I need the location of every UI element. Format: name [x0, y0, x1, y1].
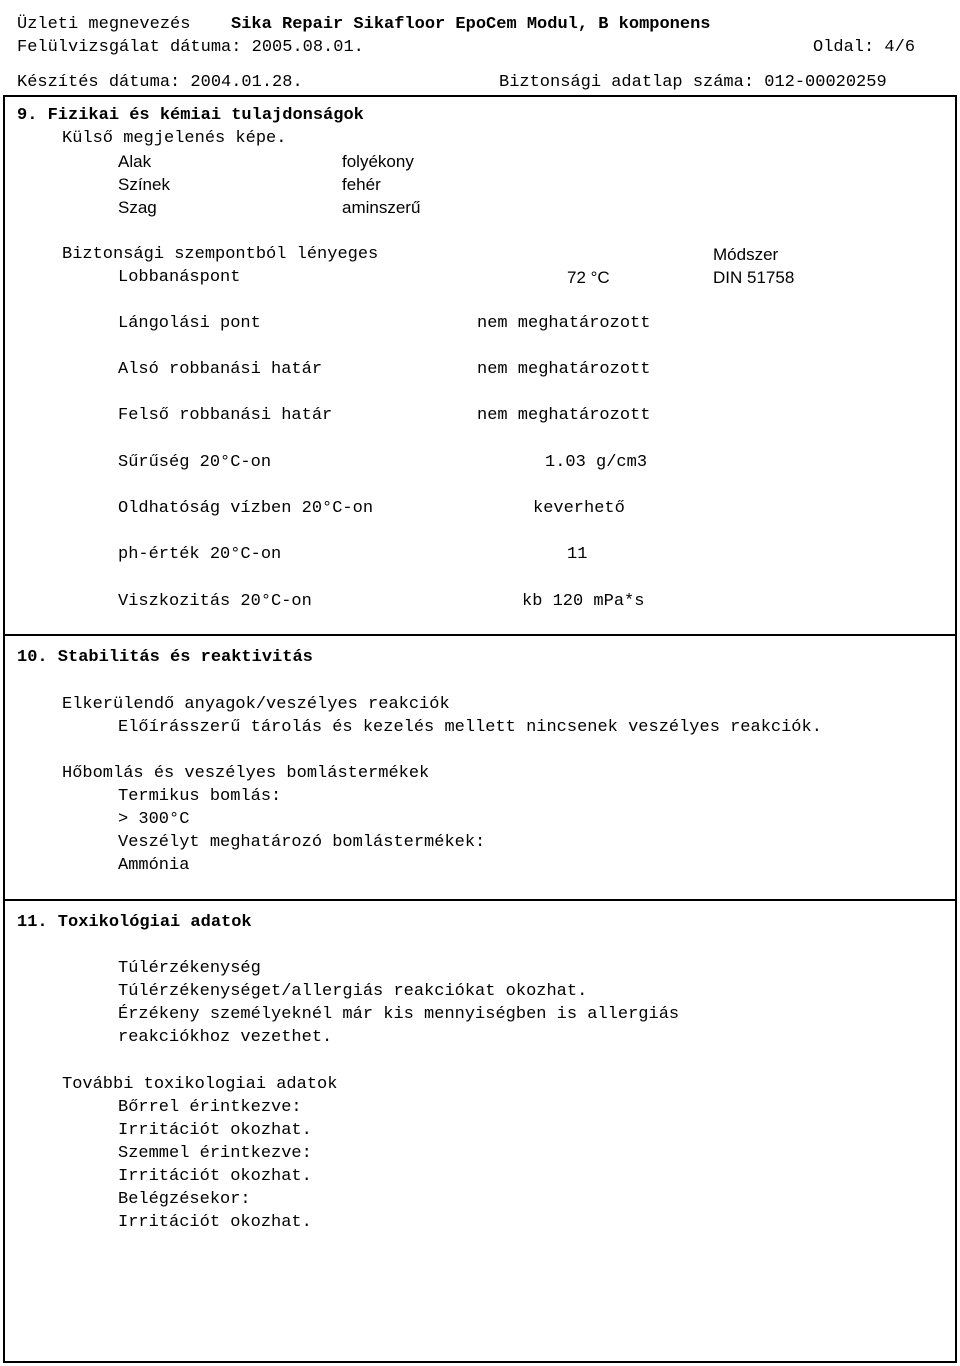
further-tox-line: Belégzésekor: — [118, 1190, 251, 1209]
flashpoint-label: Lobbanáspont — [118, 268, 241, 287]
property-label: Lángolási pont — [118, 314, 261, 333]
section-title: 9. Fizikai és kémiai tulajdonságok — [17, 106, 364, 125]
frame-left — [3, 95, 5, 1363]
further-tox-line: Bőrrel érintkezve: — [118, 1098, 302, 1117]
product-label: Üzleti megnevezés — [17, 15, 191, 34]
property-value: nem meghatározott — [477, 360, 651, 379]
further-tox-line: Irritációt okozhat. — [118, 1167, 312, 1186]
decomposition-line: > 300°C — [118, 810, 190, 829]
appearance-heading: Külső megjelenés képe. — [62, 129, 287, 148]
property-label: Sűrűség 20°C-on — [118, 453, 272, 472]
appearance-label: Alak — [118, 152, 152, 171]
further-tox-line: Irritációt okozhat. — [118, 1213, 312, 1232]
divider-line — [3, 899, 956, 901]
property-label: Alsó robbanási határ — [118, 360, 323, 379]
property-label: Viszkozitás 20°C-on — [118, 592, 312, 611]
property-value: nem meghatározott — [477, 314, 651, 333]
property-label: Felső robbanási határ — [118, 406, 333, 425]
property-value: keverhető — [533, 499, 625, 518]
page-number: Oldal: 4/6 — [813, 38, 916, 57]
avoid-heading: Elkerülendő anyagok/veszélyes reakciók — [62, 695, 450, 714]
divider-line — [3, 95, 956, 97]
further-tox-heading: További toxikologiai adatok — [62, 1075, 338, 1094]
sensitisation-line: Érzékeny személyeknél már kis mennyiségben is allergiás — [118, 1005, 680, 1024]
property-value: nem meghatározott — [477, 406, 651, 425]
appearance-label: Szag — [118, 198, 157, 217]
appearance-value: folyékony — [342, 152, 414, 171]
property-value: kb 120 mPa*s — [522, 592, 645, 611]
creation-date: Készítés dátuma: 2004.01.28. — [17, 73, 303, 92]
method-heading: Módszer — [713, 245, 779, 264]
flashpoint-method: DIN 51758 — [713, 268, 795, 287]
product-name: Sika Repair Sikafloor EpoCem Modul, B komponens — [231, 15, 711, 34]
appearance-label: Színek — [118, 175, 170, 194]
property-value: 11 — [567, 545, 588, 564]
further-tox-line: Szemmel érintkezve: — [118, 1144, 312, 1163]
sensitisation-line: reakciókhoz vezethet. — [118, 1028, 333, 1047]
property-label: Oldhatóság vízben 20°C-on — [118, 499, 374, 518]
decomposition-line: Termikus bomlás: — [118, 787, 282, 806]
frame-bottom — [3, 1361, 956, 1363]
decomposition-line: Veszélyt meghatározó bomlástermékek: — [118, 833, 486, 852]
appearance-value: fehér — [342, 175, 381, 194]
safety-heading: Biztonsági szempontból lényeges — [62, 245, 379, 264]
sds-number: Biztonsági adatlap száma: 012-00020259 — [499, 73, 887, 92]
section-title: 10. Stabilitás és reaktivitás — [17, 648, 313, 667]
further-tox-line: Irritációt okozhat. — [118, 1121, 312, 1140]
section-title: 11. Toxikológiai adatok — [17, 913, 252, 932]
divider-line — [3, 634, 956, 636]
frame-right — [955, 95, 957, 1363]
appearance-value: aminszerű — [342, 198, 421, 217]
property-value: 1.03 g/cm3 — [545, 453, 648, 472]
revision-date: Felülvizsgálat dátuma: 2005.08.01. — [17, 38, 364, 57]
flashpoint-value: 72 °C — [567, 268, 610, 287]
decomposition-line: Ammónia — [118, 856, 190, 875]
sensitisation-line: Túlérzékenységet/allergiás reakciókat okozhat. — [118, 982, 588, 1001]
avoid-text: Előírásszerű tárolás és kezelés mellett nincsenek veszélyes reakciók. — [118, 718, 822, 737]
property-label: ph-érték 20°C-on — [118, 545, 282, 564]
decomposition-heading: Hőbomlás és veszélyes bomlástermékek — [62, 764, 430, 783]
sensitisation-line: Túlérzékenység — [118, 959, 261, 978]
